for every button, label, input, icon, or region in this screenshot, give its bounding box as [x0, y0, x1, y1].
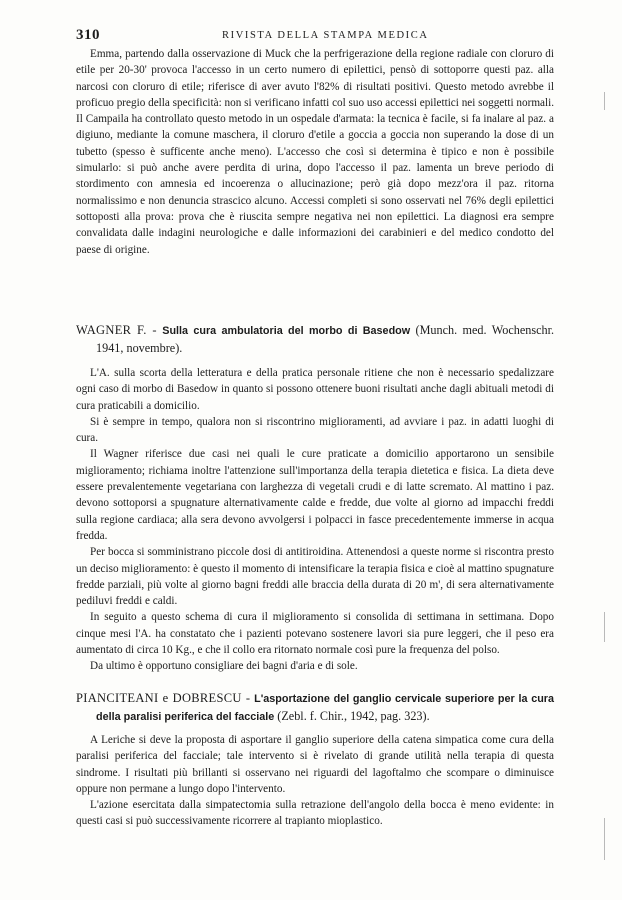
- section-emma: [76, 46, 554, 258]
- article-reference: [76, 690, 554, 725]
- paragraph: Il Wagner riferisce due casi nei quali le cure praticate a domicilio apportarono un sensibile miglioramento; richiama inoltre l'attenzione sull'importanza della terapia dietetica e fisica. La dieta deve essere prevalentemente vegetariana con larghezza di vegetali crudi e di latte scremato. Al mattino i paz. devono sottoporsi a spugnature alternativamente calde e fredde, due volte al giorno ad impacchi freddi sulla regione cardiaca; alla sera devono avvolgersi i polpacci in fasce precedentemente immerse in acqua fredda.: [76, 448, 554, 542]
- article-source: (Zebl. f. Chir., 1942, pag. 323).: [277, 708, 430, 723]
- scan-margin-mark: [604, 818, 605, 860]
- article-title: L'asportazione del ganglio cervicale superiore per la cura della paralisi periferica del facciale: [96, 693, 555, 723]
- article-author: WAGNER F. -: [76, 323, 157, 337]
- section-wagner: [76, 322, 554, 675]
- article-reference: [76, 322, 554, 356]
- paragraph: Per bocca si somministrano piccole dosi di antitiroidina. Attenendosi a queste norme si riscontra presto un deciso miglioramento: è questo il momento di intensificare la terapia fisica e cioè al mattino spugnature fredde parziali, più volte al giorno bagni freddi alle braccia della durata di 20 m', di sera alternativamente pediluvi freddi e caldi.: [76, 546, 554, 608]
- page-number: 310: [76, 27, 100, 43]
- paragraph: L'azione esercitata dalla simpatectomia sulla retrazione dell'angolo della bocca è meno evidente: in questi casi si può successivamente ricorrere al trapianto mioplastico.: [76, 799, 554, 828]
- paragraph: L'A. sulla scorta della letteratura e della pratica personale ritiene che non è necessario spedalizzare ogni caso di morbo di Basedow in quanto si possono ottenere buoni risultati anche dagli abituali metodi di cura praticabili a domicilio.: [76, 367, 554, 412]
- paragraph: Emma, partendo dalla osservazione di Muck che la perfrigerazione della regione radiale con cloruro di etile per 20-30' provoca l'accesso in un certo numero di epilettici, pensò di sottoporre questi paz. alla narcosi con cloruro di etile; riferisce di aver avuto l'82% di risultati positivi. Questo metodo avrebbe il proficuo pregio della specificità: non si verificano infatti col suo uso accessi epilettici nei soggetti normali. Il Campaila ha controllato questo metodo in un ospedale d'armata: la tecnica è facile, si fa inalare al paz. a digiuno, mediante la comune maschera, il cloruro d'etile a goccia a goccia non superando la dose di un tubetto (spesso è sufficente anche meno). L'accesso che così si determina è tipico e non è possibile simularlo: si può anche avere perdita di urina, dopo l'accesso il paz. lamenta un breve periodo di stordimento con amnesia ed incoerenza o allucinazione; però già dopo mezz'ora il paz. ritorna normalissimo e non denuncia strascico alcuno. Accessi completi si sono osservati nel 76% degli epilettici sottoposti alla prova: prova che è riuscita sempre negativa nei non epilettici. La diagnosi era sempre convalidata dalle indagini neurologiche e dalle informazioni dei carabinieri e del medico condotto del paese di origine.: [76, 48, 554, 256]
- paragraph: In seguito a questo schema di cura il miglioramento si consolida di settimana in settimana. Dopo cinque mesi l'A. ha constatato che i pazienti potevano sostenere lavori sia pure leggeri, che il peso era aumentato di circa 10 Kg., e che il collo era ritornato normale così pure la frequenza del polso.: [76, 611, 554, 657]
- running-head: RIVISTA DELLA STAMPA MEDICA: [222, 30, 429, 41]
- article-author: PIANCITEANI e DOBRESCU -: [76, 691, 251, 705]
- paragraph: Da ultimo è opportuno consigliare dei bagni d'aria e di sole.: [90, 660, 358, 673]
- article-source: (Munch. med. Wochenschr. 1941, novembre).: [96, 323, 555, 355]
- scan-margin-mark: [604, 92, 605, 110]
- paragraph: Si è sempre in tempo, qualora non si riscontrino miglioramenti, ad avviare i paz. in adatti luoghi di cura.: [76, 415, 554, 445]
- paragraph: A Leriche si deve la proposta di asportare il ganglio superiore della catena simpatica come cura della paralisi periferica del facciale; tale intervento si è rivelato di grande utilità nella terapia di questa sindrome. I risultati più brillanti si osservano nei riguardi del lagoftalmo che scompare o diminuisce oppure non permane a lungo dopo l'intervento.: [76, 734, 554, 795]
- article-title: Sulla cura ambulatoria del morbo di Basedow: [162, 325, 411, 337]
- section-pianciteani: [76, 690, 554, 830]
- scan-margin-mark: [604, 612, 605, 642]
